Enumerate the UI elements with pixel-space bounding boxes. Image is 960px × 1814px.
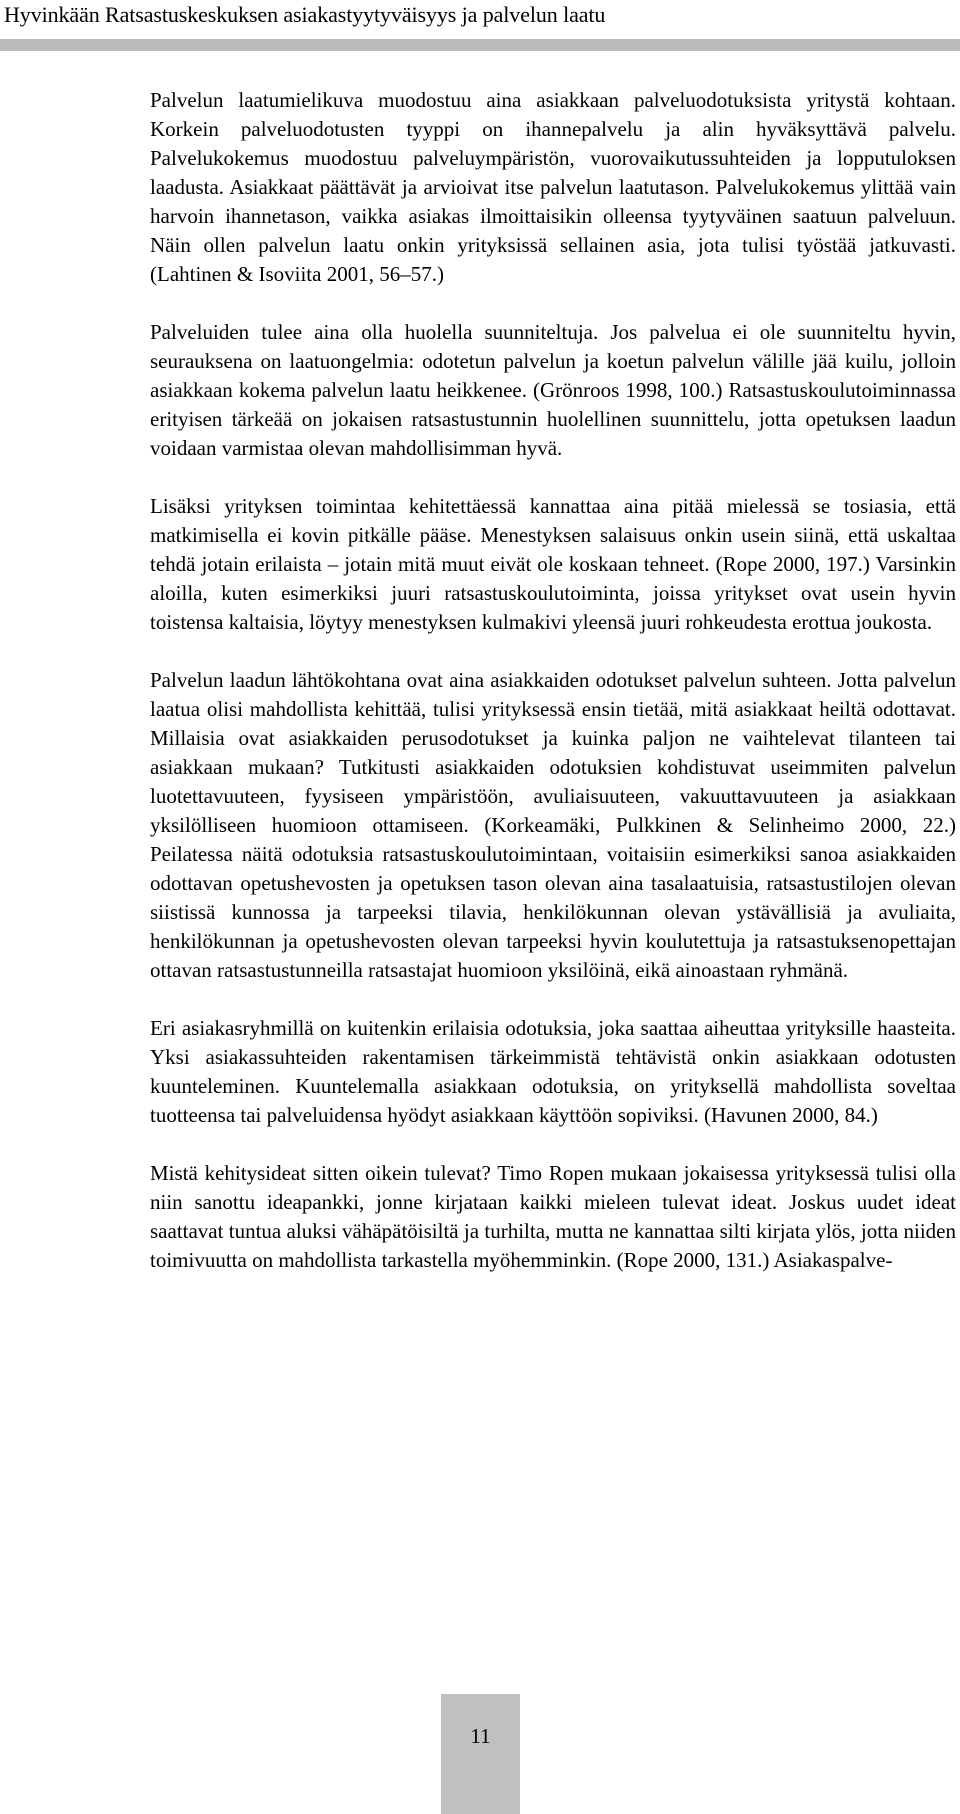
paragraph-6: Mistä kehitysideat sitten oikein tulevat? Timo Ropen mukaan jokaisessa yrityksessä tulisi olla niin sanottu ideapankki, jonne kirjataan kaikki mieleen tulevat ideat. Joskus uudet ideat saattavat tuntua aluksi vähäpätöisiltä ja turhilta, mutta ne kannattaa silti kirjata ylös, jotta niiden toimivuutta on mahdollista tarkastella myöhemminkin. (Rope 2000, 131.) Asiakaspalve- [150,1161,956,1272]
document-title: Hyvinkään Ratsastuskeskuksen asiakastyytyväisyys ja palvelun laatu [4,2,606,27]
header-rule [0,39,960,51]
paragraph-2: Palveluiden tulee aina olla huolella suunniteltuja. Jos palvelua ei ole suunniteltu hyvin, seurauksena on laatuongelmia: odotetun palvelun ja koetun palvelun välille jää kuilu, jolloin asiakkaan kokema palvelun laatu heikkenee. (Grönroos 1998, 100.) Ratsastuskoulutoiminnassa erityisen tärkeää on jokaisen ratsastustunnin huolellinen suunnittelu, jotta opetuksen laadun voidaan varmistaa olevan mahdollisimman hyvä. [150,320,956,460]
paragraph-4: Palvelun laadun lähtökohtana ovat aina asiakkaiden odotukset palvelun suhteen. Jotta palvelun laatua olisi mahdollista kehittää, tulisi yrityksessä ensin tietää, mitä asiakkaat heiltä odottavat. Millaisia ovat asiakkaiden perusodotukset ja kuinka paljon ne vaihtelevat tilanteen tai asiakkaan mukaan? Tutkitusti asiakkaiden odotuksien kohdistuvat useimmiten palvelun luotettavuuteen, fyysiseen ympäristöön, avuliaisuuteen, vakuuttavuuteen ja asiakkaan yksilölliseen huomioon ottamiseen. (Korkeamäki, Pulkkinen & Selinheimo 2000, 22.) Peilatessa näitä odotuksia ratsastuskoulutoimintaan, voitaisiin esimerkiksi sanoa asiakkaiden odottavan opetushevosten ja opetuksen tason olevan aina tasalaatuisia, ratsastustilojen olevan siistissä kunnossa ja tarpeeksi tilavia, henkilökunnan olevan ystävällisiä ja avuliaita, henkilökunnan ja opetushevosten olevan tarpeeksi hyvin koulutettuja ja ratsastuksenopettajan ottavan ratsastustunneilla ratsastajat huomioon yksilöinä, eikä ainoastaan ryhmänä. [150,668,956,982]
page-number-box [441,1694,520,1814]
body-text [150,86,956,1275]
paragraph-3: Lisäksi yrityksen toimintaa kehitettäessä kannattaa aina pitää mielessä se tosiasia, että matkimisella ei kovin pitkälle pääse. Menestyksen salaisuus onkin usein siinä, että uskaltaa tehdä jotain erilaista – jotain mitä muut eivät ole koskaan tehneet. (Rope 2000, 197.) Varsinkin aloilla, kuten esimerkiksi juuri ratsastuskoulutoiminta, joissa yritykset ovat usein hyvin toistensa kaltaisia, löytyy menestyksen kulmakivi yleensä juuri rohkeudesta erottua joukosta. [150,494,956,634]
page-number: 11 [470,1724,491,1748]
paragraph-1: Palvelun laatumielikuva muodostuu aina asiakkaan palveluodotuksista yritystä kohtaan. Korkein palveluodotusten tyyppi on ihannepalvelu ja alin hyväksyttävä palvelu. Palvelukokemus muodostuu palveluympäristön, vuorovaikutussuhteiden ja lopputuloksen laadusta. Asiakkaat päättävät ja arvioivat itse palvelun laatutason. Palvelukokemus ylittää vain harvoin ihannetason, vaikka asiakas ilmoittaisikin olleensa tyytyväinen saatuun palveluun. Näin ollen palvelun laatu onkin yrityksissä sellainen asia, jota tulisi työstää jatkuvasti. (Lahtinen & Isoviita 2001, 56–57.) [150,88,956,286]
paragraph-5: Eri asiakasryhmillä on kuitenkin erilaisia odotuksia, joka saattaa aiheuttaa yrityksille haasteita. Yksi asiakassuhteiden rakentamisen tärkeimmistä tehtävistä onkin asiakkaan odotusten kuunteleminen. Kuuntelemalla asiakkaan odotuksia, on yrityksellä mahdollista soveltaa tuotteensa tai palveluidensa hyödyt asiakkaan käyttöön sopiviksi. (Havunen 2000, 84.) [150,1016,956,1127]
running-header [0,0,960,50]
